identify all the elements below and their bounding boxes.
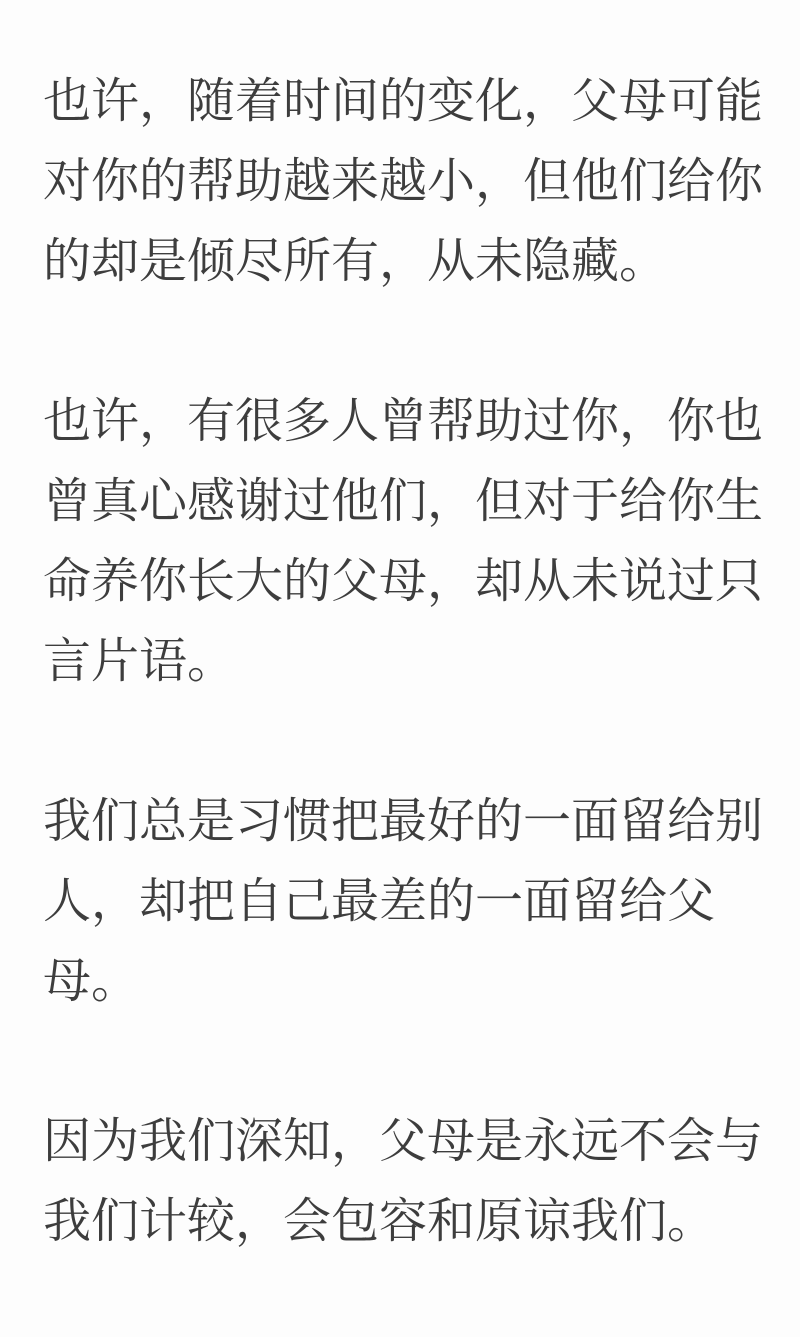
text-line: 也许，随着时间的变化，父母可能 [43,75,764,128]
text-line: 因为我们深知，父母是永远不会与 [43,1115,764,1168]
text-line: 人，却把自己最差的一面留给父 [43,875,716,928]
paragraph-3 [43,782,762,1022]
paragraph-4 [43,1102,762,1262]
text-line: 我们计较，会包容和原谅我们。 [43,1195,716,1248]
text-line: 的却是倾尽所有，从未隐藏。 [43,235,668,288]
text-line: 命养你长大的父母，却从未说过只 [43,555,764,608]
text-line: 我们总是习惯把最好的一面留给别 [43,795,764,848]
text-line: 言片语。 [43,635,236,688]
text-line: 也许，有很多人曾帮助过你，你也 [43,395,764,448]
text-line: 曾真心感谢过他们，但对于给你生 [43,475,764,528]
paragraph-2 [43,382,762,702]
paragraph-1 [43,62,762,302]
text-line: 对你的帮助越来越小，但他们给你 [43,155,764,208]
text-line: 母。 [43,955,140,1008]
